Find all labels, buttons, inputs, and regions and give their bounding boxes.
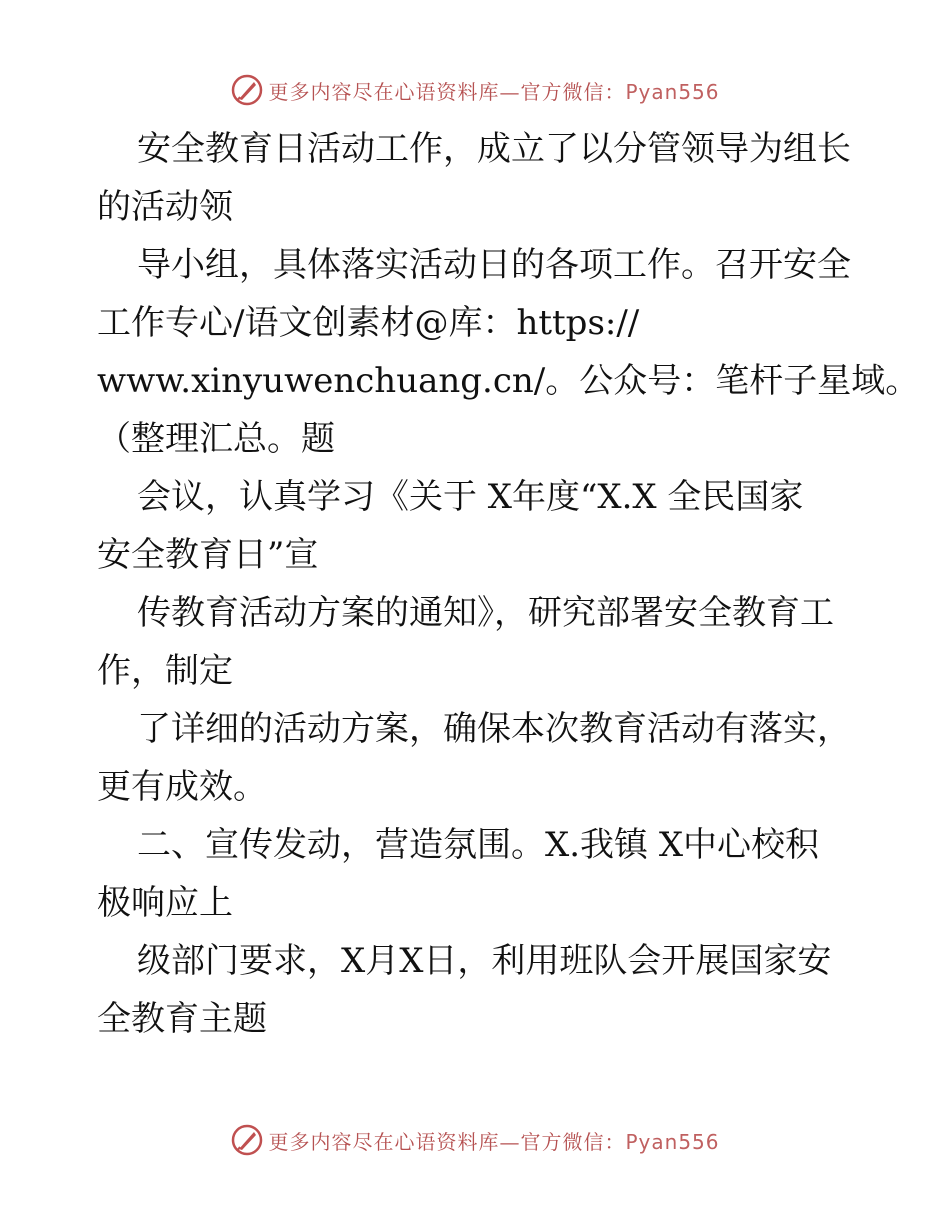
page-footer: [0, 1120, 950, 1160]
text-line: 传教育活动方案的通知》，研究部署安全教育工: [137, 593, 834, 633]
text-line: 工作专心/语文创素材@库：https://: [97, 303, 640, 343]
text-line: 级部门要求，X月X日，利用班队会开展国家安: [137, 941, 832, 981]
header-banner: [268, 76, 719, 105]
text-line: 安全教育日”宣: [97, 535, 319, 575]
text-line: www.xinyuwenchuang.cn/。公众号：笔杆子星域。: [97, 361, 920, 401]
text-line: 更有成效。: [97, 767, 267, 807]
text-line: 二、宣传发动，营造氛围。X.我镇 X中心校积: [137, 825, 820, 865]
text-line: 的活动领: [97, 187, 233, 227]
text-line: 作，制定: [97, 651, 233, 691]
text-line: 导小组，具体落实活动日的各项工作。召开安全: [137, 245, 851, 285]
header-wechat-id: Pyan556: [625, 79, 720, 104]
text-line: 安全教育日活动工作，成立了以分管领导为组长: [137, 129, 851, 169]
text-line: 极响应上: [97, 883, 233, 923]
text-line: （整理汇总。题: [97, 419, 335, 459]
footer-banner: [268, 1126, 719, 1155]
footer-wechat-id: Pyan556: [625, 1129, 720, 1154]
page-header: [0, 70, 950, 110]
text-line: 全教育主题: [97, 999, 267, 1039]
text-line: 了详细的活动方案，确保本次教育活动有落实，: [137, 709, 851, 749]
text-line: 会议，认真学习《关于 X年度“X.X 全民国家: [137, 477, 804, 517]
document-body: [97, 120, 920, 1048]
header-banner-main: 更多内容尽在心语资料库—官方微信：: [268, 79, 626, 104]
footer-banner-main: 更多内容尽在心语资料库—官方微信：: [268, 1129, 626, 1154]
quill-logo-icon: [230, 1123, 264, 1157]
quill-logo-icon: [230, 73, 264, 107]
